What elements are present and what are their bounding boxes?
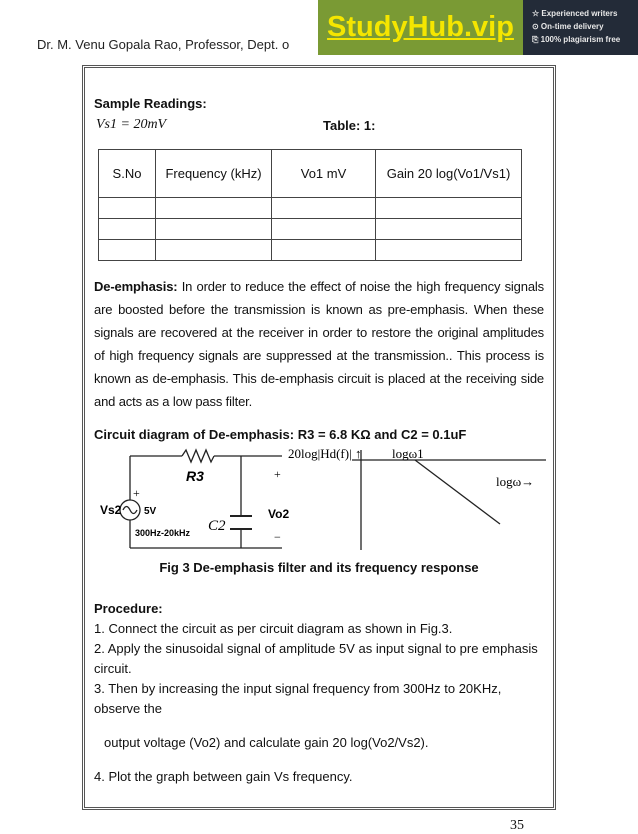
range-label: 300Hz-20kHz [135,528,191,538]
content-frame [82,65,556,810]
deemphasis-paragraph [94,275,544,413]
feature-item: ⊙ On-time delivery [532,22,604,31]
y-axis-label: 20log|Hd(f)| ↑ [288,448,362,461]
cell [272,198,376,219]
cell [272,219,376,240]
output-label: Vo2 [268,507,290,521]
feature-item: ⎘ 100% plagiarism free [532,35,621,44]
x-axis-label: logω→ [496,474,535,489]
procedure-step: 2. Apply the sinusoidal signal of amplitude 5V as input signal to pre emphasis circuit. [94,641,538,676]
amplitude-label: 5V [144,506,157,517]
header-frequency: Frequency (kHz) [156,150,272,198]
procedure-step: 3. Then by increasing the input signal frequency from 300Hz to 20KHz, observe the [94,681,502,716]
response-plot [352,450,546,550]
cell [272,240,376,261]
procedure-step: 4. Plot the graph between gain Vs frequency. [94,769,353,784]
cell [156,219,272,240]
resistor-label: R3 [186,468,204,484]
vs1-row [94,117,544,137]
output-minus: − [274,530,281,544]
header-vo1: Vo1 mV [272,150,376,198]
cell [99,240,156,261]
sample-readings-heading: Sample Readings: [94,96,207,111]
capacitor-label: C2 [208,518,226,534]
table-label: Table: 1: [323,118,376,133]
corner-frequency-label: logω1 [392,448,424,461]
source-label: Vs2 [100,503,122,517]
deemphasis-text: In order to reduce the effect of noise the high frequency signals are boosted before the transmission is known as pre-emphasis. When these signals are recovered at the receiver in order to restore the original amplitudes of high frequency signals are suppressed at the transmission.. This process is known as de-emphasis. This de-emphasis circuit is placed at the receiving side and acts as a low pass filter. [94,279,544,409]
table-row [99,198,522,219]
cell [376,219,522,240]
running-header: Dr. M. Venu Gopala Rao, Professor, Dept. o [37,37,290,52]
cell [376,198,522,219]
deemphasis-label: De-emphasis: [94,279,178,294]
feature-item: ☆ Experienced writers [532,9,618,18]
cell [99,219,156,240]
source-plus: + [133,486,140,500]
circuit-heading: Circuit diagram of De-emphasis: R3 = 6.8 KΩ and C2 = 0.1uF [94,427,467,442]
table-row [99,240,522,261]
output-plus: + [274,467,281,481]
header-sno: S.No [99,150,156,198]
cell [99,198,156,219]
figure-caption: Fig 3 De-emphasis filter and its frequency response [159,560,479,575]
table-header-row [99,150,522,198]
cell [156,198,272,219]
page-number: 35 [510,818,524,833]
table-row [99,219,522,240]
deemphasis-figure [100,448,546,552]
studyhub-logo[interactable]: StudyHub.vip [318,0,523,55]
cell [376,240,522,261]
procedure-step: output voltage (Vo2) and calculate gain 20 log(Vo2/Vs2). [104,735,429,750]
header-gain: Gain 20 log(Vo1/Vs1) [376,150,522,198]
procedure-heading: Procedure: [94,601,163,616]
procedure-step: 1. Connect the circuit as per circuit diagram as shown in Fig.3. [94,621,453,636]
studyhub-banner[interactable] [318,0,638,55]
vs1-value: Vs1 = 20mV [96,117,167,132]
readings-table [98,149,522,261]
cell [156,240,272,261]
banner-features [523,0,638,55]
